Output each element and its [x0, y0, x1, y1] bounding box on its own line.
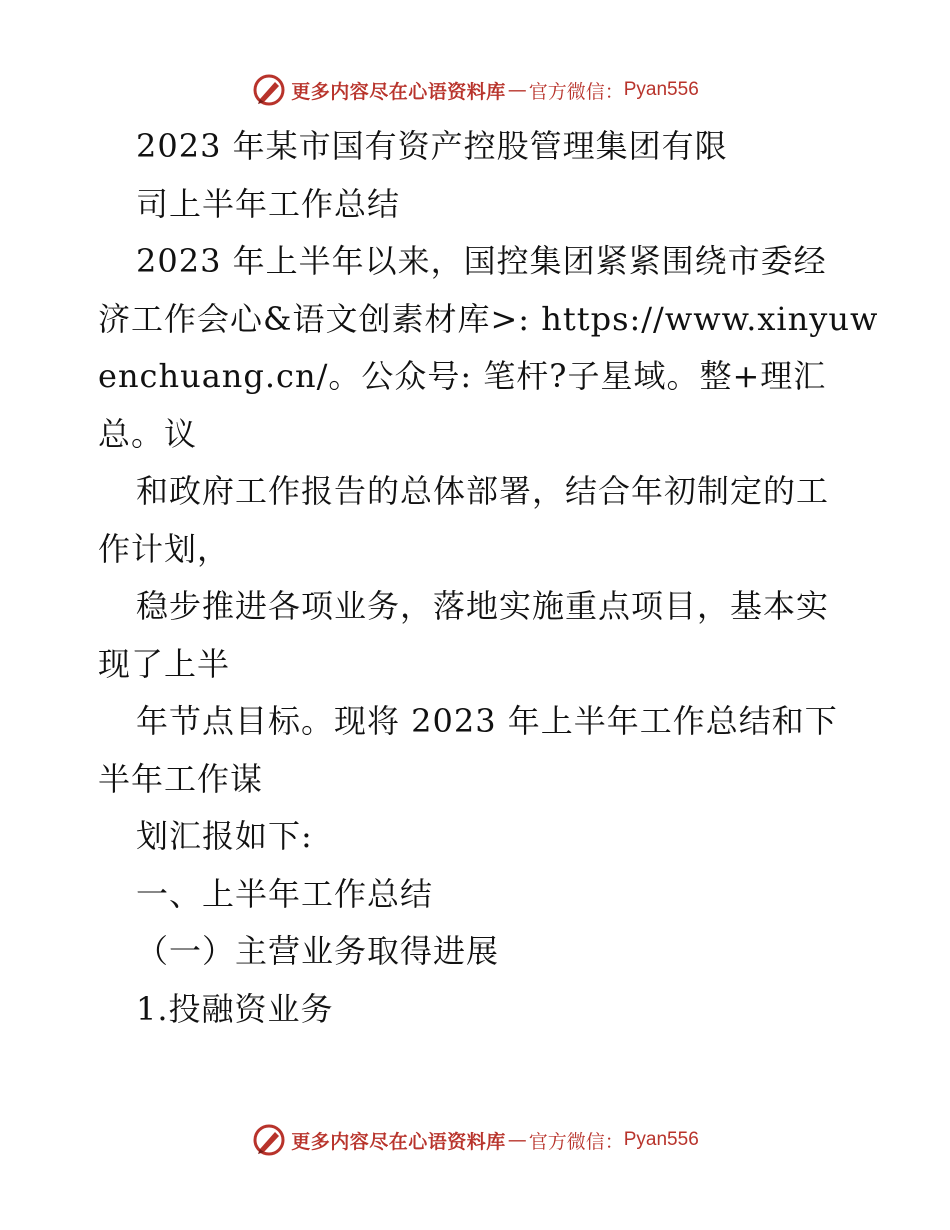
- document-line: 作计划，: [98, 529, 231, 568]
- banner-dash: —: [507, 1129, 527, 1151]
- header-watermark-banner: [0, 70, 950, 110]
- banner-wechat-id: Pyan556: [623, 79, 699, 100]
- document-line: 司上半年工作总结: [136, 184, 401, 223]
- footer-watermark-banner: [0, 1120, 950, 1160]
- document-line: （一）主营业务取得进展: [136, 932, 500, 970]
- banner-wechat-label: 官方微信：: [528, 80, 624, 103]
- document-line: 2023 年上半年以来，国控集团紧紧围绕市委经: [136, 242, 827, 280]
- document-line: 现了上半: [98, 644, 231, 683]
- banner-wechat-label: 官方微信：: [528, 1130, 624, 1153]
- document-line: enchuang.cn/。公众号: 笔杆?子星域。整+理汇: [98, 357, 827, 395]
- document-line: 年节点目标。现将 2023 年上半年工作总结和下: [136, 702, 838, 740]
- document-line: 和政府工作报告的总体部署，结合年初制定的工: [136, 472, 830, 510]
- document-line: 一、上半年工作总结: [136, 874, 434, 913]
- banner-brand-text: 更多内容尽在心语资料库: [291, 80, 506, 103]
- document-line: 1.投融资业务: [136, 989, 334, 1028]
- pen-logo-icon: [251, 1122, 287, 1158]
- document-line: 稳步推进各项业务，落地实施重点项目，基本实: [136, 587, 830, 625]
- banner-brand-text: 更多内容尽在心语资料库: [291, 1130, 506, 1153]
- pen-logo-icon: [251, 72, 287, 108]
- document-line: 2023 年某市国有资产控股管理集团有限: [136, 127, 728, 165]
- document-line: 济工作会心&语文创素材库>: https://www.xinyuw: [98, 299, 879, 338]
- document-line: 划汇报如下:: [136, 817, 313, 855]
- document-line: 总。议: [98, 414, 198, 453]
- document-line: 半年工作谋: [98, 759, 264, 798]
- document-body: [98, 118, 879, 1038]
- banner-wechat-id: Pyan556: [623, 1129, 699, 1150]
- banner-dash: —: [507, 79, 527, 101]
